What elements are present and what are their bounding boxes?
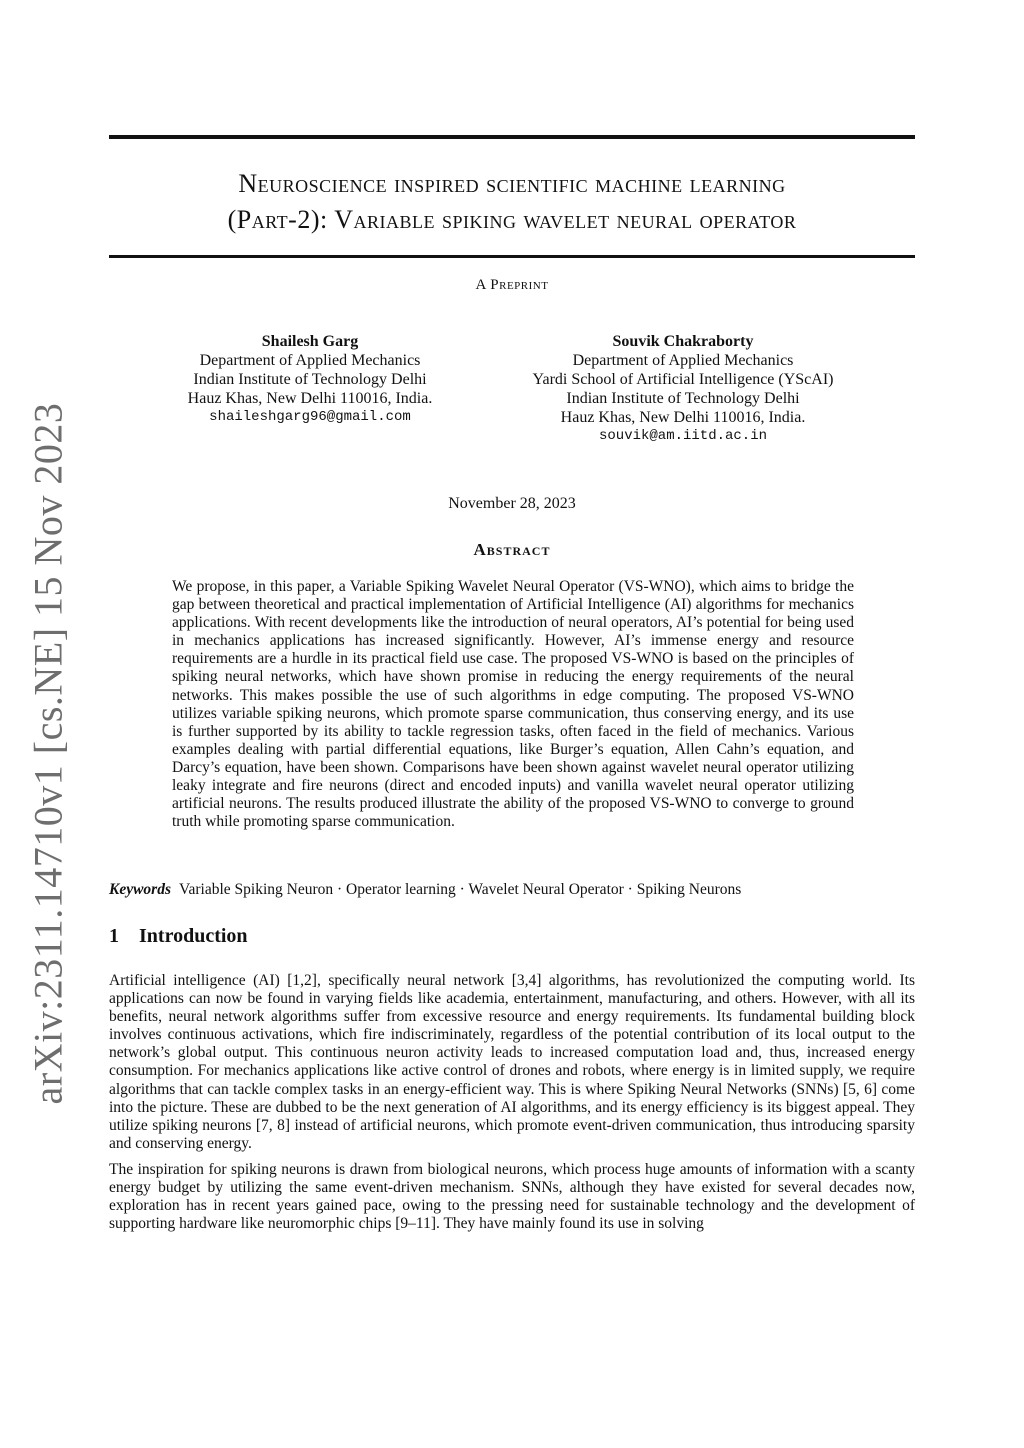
author-name: Shailesh Garg — [261, 333, 359, 350]
preprint-label: A Preprint — [475, 277, 549, 293]
title-bottom-rule — [109, 255, 915, 258]
author-affiliation-line: Indian Institute of Technology Delhi — [566, 390, 800, 407]
author-affiliation-line: Department of Applied Mechanics — [199, 352, 421, 369]
author-block-1 — [160, 332, 460, 427]
author-affiliation-line: Hauz Khas, New Delhi 110016, India. — [187, 390, 433, 407]
section-heading-introduction — [109, 925, 915, 948]
keywords — [109, 880, 915, 899]
author-name: Souvik Chakraborty — [612, 333, 754, 350]
body-paragraph: The inspiration for spiking neurons is drawn from biological neurons, which process huge amounts of information with a scanty energy budget by utilizing the same event-driven mechanism. SNNs, although they have existed for several decades now, exploration has in recent years gained pace, owing to the pressing need for sustainable technology and the development of supporting hardware like neuromorphic chips [9–11]. They have mainly found its use in solving — [109, 1160, 915, 1233]
abstract-heading: Abstract — [473, 540, 551, 559]
keywords-label: Keywords — [109, 881, 171, 898]
introduction-body — [109, 972, 915, 1241]
section-title: Introduction — [139, 925, 248, 947]
publication-date: November 28, 2023 — [448, 495, 576, 512]
author-block-2 — [500, 332, 866, 446]
abstract-text: We propose, in this paper, a Variable Spiking Wavelet Neural Operator (VS-WNO), which aims to bridge the gap between theoretical and practical implementation of Artificial Intelligence (AI) algorithms for mechanics applications. With recent developments like the introduction of neural operators, AI’s potential for being used in mechanics applications has increased significantly. However, AI’s immense energy and resource requirements are a hurdle in its practical field use case. The proposed VS-WNO is based on the principles of spiking neural networks, which have shown promise in reducing the energy requirements of the neural networks. This makes possible the use of such algorithms in edge computing. The proposed VS-WNO utilizes variable spiking neurons, which promote sparse communication, thus conserving energy, and its use is further supported by its ability to tackle regression tasks, often faced in the field of mechanics. Various examples dealing with partial differential equations, like Burger’s equation, Allen Cahn’s equation, and Darcy’s equation, have been shown. Comparisons have been shown against wavelet neural operator utilizing leaky integrate and fire neurons (direct and encoded inputs) and vanilla wavelet neural operator utilizing artificial neurons. The results produced illustrate the ability of the proposed VS-WNO to converge to ground truth while promoting sparse communication. — [172, 578, 854, 831]
author-email: shaileshgarg96@gmail.com — [209, 409, 411, 425]
author-email: souvik@am.iitd.ac.in — [598, 428, 768, 444]
keywords-list: Variable Spiking Neuron · Operator learning · Wavelet Neural Operator · Spiking Neurons — [179, 881, 742, 898]
title-line-1: Neuroscience inspired scientific machine learning — [238, 169, 786, 198]
author-affiliation-line: Indian Institute of Technology Delhi — [193, 371, 427, 388]
arxiv-side-stamp — [20, 402, 76, 1104]
title-line-2: (Part-2): Variable spiking wavelet neural operator — [227, 205, 797, 234]
section-number: 1 — [109, 925, 119, 947]
paper-title — [109, 166, 915, 238]
author-affiliation-line: Department of Applied Mechanics — [572, 352, 794, 369]
body-paragraph: Artificial intelligence (AI) [1,2], specifically neural network [3,4] algorithms, has revolutionized the computing world. Its applications can now be found in varying fields like academia, entertainment, manufacturing, and others. However, with all its benefits, neural network algorithms suffer from excessive resource and energy requirements. Its fundamental building block involves continuous activations, which fire indiscriminately, regardless of the potential contribution of its local output to the network’s global output. This continuous neuron activity leads to increased computation load and, thus, increased energy consumption. For mechanics applications like active control of drones and robots, where energy is in limited supply, we require algorithms that can tackle complex tasks in an energy-efficient way. This is where Spiking Neural Networks (SNNs) [5, 6] come into the picture. These are dubbed to be the next generation of AI algorithms, and its energy efficiency is its biggest appeal. They utilize spiking neurons [7, 8] instead of artificial neurons, which promote event-driven communication, thus introducing sparsity and conserving energy. — [109, 972, 915, 1152]
author-affiliation-line: Hauz Khas, New Delhi 110016, India. — [560, 409, 806, 426]
arxiv-identifier: arXiv:2311.14710v1 [cs.NE] 15 Nov 2023 — [25, 402, 71, 1104]
author-affiliation-line: Yardi School of Artificial Intelligence (YScAI) — [532, 371, 834, 388]
title-top-rule — [109, 135, 915, 139]
